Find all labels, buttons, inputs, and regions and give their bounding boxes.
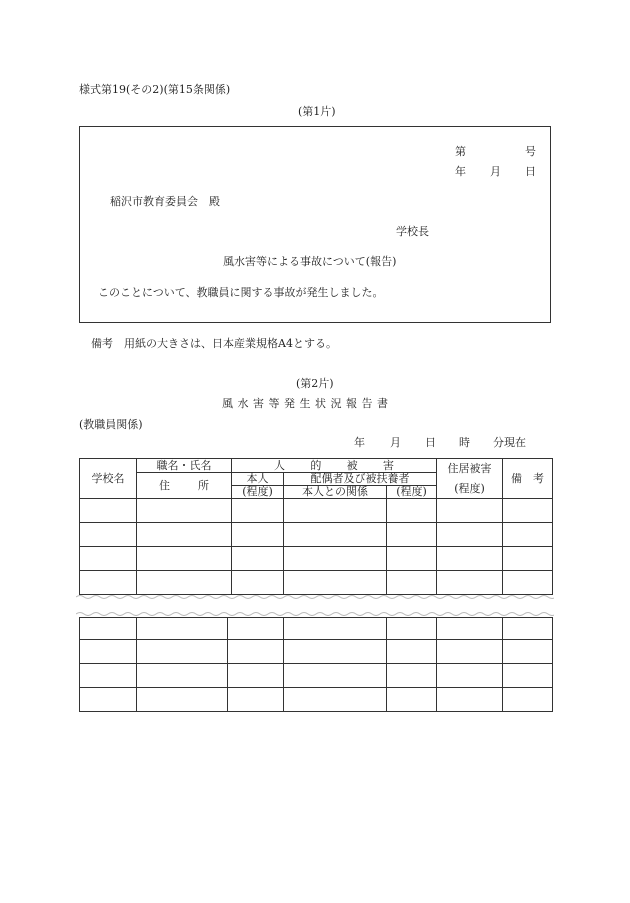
addressee: 稲沢市教育委員会 殿	[110, 195, 220, 208]
report-body: このことについて、教職員に関する事故が発生しました。	[98, 286, 384, 299]
table-row	[80, 571, 553, 595]
cell[interactable]	[387, 640, 437, 664]
header-spouse-dependents: 配偶者及び被扶養者	[284, 473, 437, 486]
header-housing	[437, 459, 503, 499]
report-title: 風 水 害 等 発 生 状 況 報 告 書	[222, 397, 389, 410]
header-spouse-degree: (程度)	[387, 486, 437, 499]
cell[interactable]	[437, 640, 503, 664]
human-damage-char-1: 人	[274, 458, 285, 472]
cell[interactable]	[387, 523, 437, 547]
category-label: (教職員関係)	[79, 418, 143, 431]
remarks-char-1: 備	[511, 471, 522, 485]
cell[interactable]	[437, 547, 503, 571]
cell[interactable]	[284, 547, 387, 571]
cell[interactable]	[228, 688, 284, 712]
cell[interactable]	[80, 571, 137, 595]
as-of-hour: 時	[459, 436, 470, 449]
cell[interactable]	[437, 523, 503, 547]
cell[interactable]	[437, 618, 503, 640]
cell[interactable]	[137, 547, 232, 571]
header-school: 学校名	[80, 459, 137, 499]
sender: 学校長	[396, 225, 429, 238]
table-row	[80, 499, 553, 523]
cell[interactable]	[228, 618, 284, 640]
address-char-1: 住	[159, 478, 170, 492]
as-of-month: 月	[390, 436, 401, 449]
part1-label: (第1片)	[298, 105, 336, 118]
cell[interactable]	[284, 640, 387, 664]
header-self: 本人	[232, 473, 284, 486]
damage-table-lower	[79, 617, 553, 712]
date-day: 日	[525, 165, 536, 178]
part2-label: (第2片)	[296, 377, 334, 390]
as-of-minute: 分現在	[493, 436, 526, 449]
human-damage-char-3: 被	[346, 458, 358, 472]
cell[interactable]	[137, 499, 232, 523]
table-row	[80, 640, 553, 664]
header-human-damage	[232, 459, 437, 473]
cell[interactable]	[284, 664, 387, 688]
table-row	[80, 618, 553, 640]
cell[interactable]	[387, 618, 437, 640]
cell[interactable]	[437, 688, 503, 712]
cell[interactable]	[503, 523, 553, 547]
cell[interactable]	[137, 571, 232, 595]
cell[interactable]	[232, 499, 284, 523]
header-housing-label: 住居被害	[447, 461, 492, 475]
cell[interactable]	[137, 640, 228, 664]
cell[interactable]	[80, 547, 137, 571]
header-address	[137, 473, 232, 499]
cell[interactable]	[80, 499, 137, 523]
cell[interactable]	[387, 499, 437, 523]
cell[interactable]	[437, 571, 503, 595]
cell[interactable]	[284, 618, 387, 640]
cell[interactable]	[503, 688, 553, 712]
report-subject: 風水害等による事故について(報告)	[223, 255, 397, 268]
cell[interactable]	[387, 688, 437, 712]
cell[interactable]	[284, 523, 387, 547]
table-break	[76, 594, 554, 616]
as-of-day: 日	[425, 436, 436, 449]
number-prefix: 第	[455, 145, 466, 158]
cell[interactable]	[137, 523, 232, 547]
table-row	[80, 688, 553, 712]
date-year: 年	[455, 165, 466, 178]
cell[interactable]	[137, 688, 228, 712]
cell[interactable]	[284, 688, 387, 712]
cell[interactable]	[80, 664, 137, 688]
cell[interactable]	[232, 571, 284, 595]
remarks-note: 備考 用紙の大きさは、日本産業規格A4とする。	[91, 337, 337, 350]
as-of-year: 年	[354, 436, 365, 449]
damage-table-upper	[79, 458, 553, 595]
header-position-name: 職名・氏名	[137, 459, 232, 473]
cell[interactable]	[80, 688, 137, 712]
cell[interactable]	[80, 618, 137, 640]
cell[interactable]	[503, 618, 553, 640]
cell[interactable]	[503, 499, 553, 523]
cell[interactable]	[80, 523, 137, 547]
cell[interactable]	[437, 664, 503, 688]
cell[interactable]	[284, 571, 387, 595]
header-self-degree: (程度)	[232, 486, 284, 499]
header-relation: 本人との関係	[284, 486, 387, 499]
table-row	[80, 547, 553, 571]
human-damage-char-2: 的	[310, 458, 322, 472]
header-remarks	[503, 459, 553, 499]
table-row	[80, 664, 553, 688]
cell[interactable]	[503, 547, 553, 571]
table-row	[80, 523, 553, 547]
cell[interactable]	[80, 640, 137, 664]
cell[interactable]	[387, 571, 437, 595]
cell[interactable]	[503, 571, 553, 595]
cell[interactable]	[387, 664, 437, 688]
cell[interactable]	[503, 640, 553, 664]
remarks-char-2: 考	[533, 471, 544, 485]
cell[interactable]	[387, 547, 437, 571]
header-housing-degree: (程度)	[454, 481, 485, 495]
cell[interactable]	[437, 499, 503, 523]
date-month: 月	[490, 165, 501, 178]
cell[interactable]	[137, 618, 228, 640]
cell[interactable]	[228, 664, 284, 688]
number-suffix: 号	[525, 145, 536, 158]
cell[interactable]	[232, 547, 284, 571]
address-char-2: 所	[198, 478, 209, 492]
cell[interactable]	[137, 664, 228, 688]
report-box	[79, 126, 551, 323]
cell[interactable]	[228, 640, 284, 664]
cell[interactable]	[284, 499, 387, 523]
wavy-break-icon	[76, 594, 554, 616]
human-damage-char-4: 害	[382, 458, 394, 472]
form-id: 様式第19(その2)(第15条関係)	[79, 83, 231, 96]
cell[interactable]	[232, 523, 284, 547]
cell[interactable]	[503, 664, 553, 688]
